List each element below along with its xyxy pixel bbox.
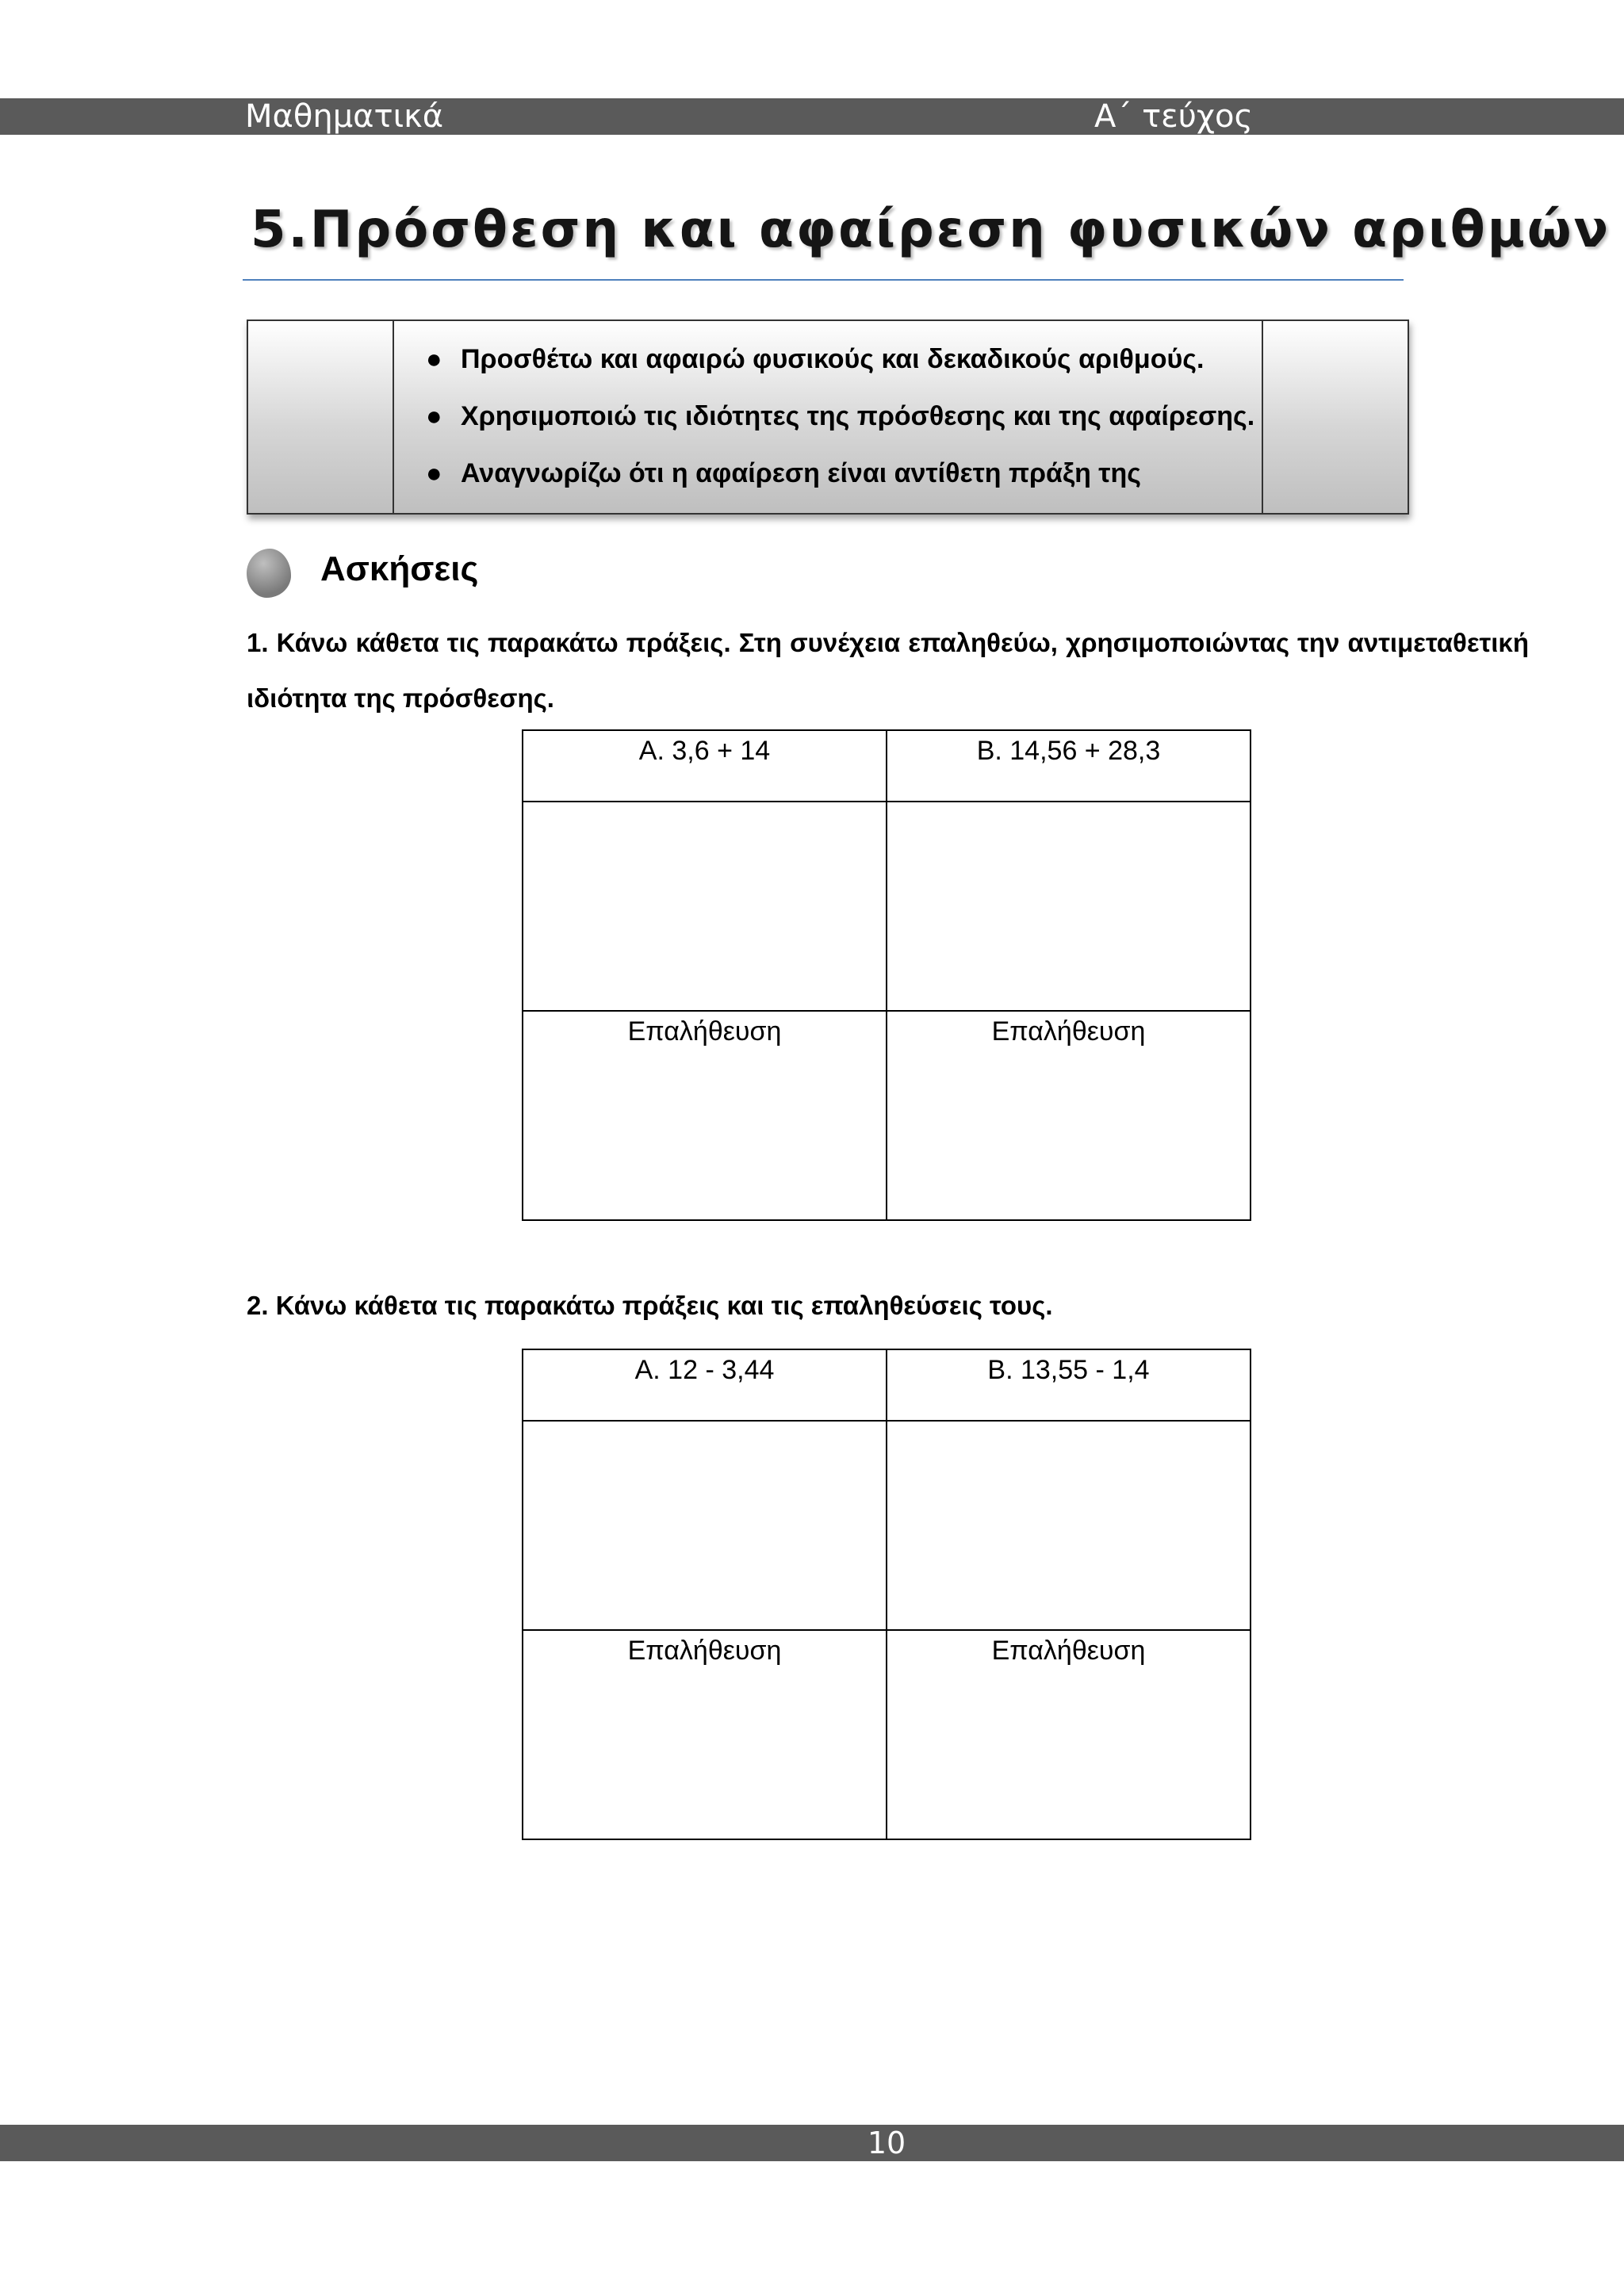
verification-cell: Επαλήθευση <box>523 1630 887 1839</box>
goals-right-cell <box>1262 321 1408 513</box>
verification-cell: Επαλήθευση <box>523 1011 887 1220</box>
chapter-title: 5.Πρόσθεση και αφαίρεση φυσικών αριθμών <box>251 201 1611 259</box>
exercise-1-table <box>522 729 1251 1221</box>
work-area <box>523 1421 887 1630</box>
verification-cell: Επαλήθευση <box>887 1011 1251 1220</box>
header-volume: Α΄ τεύχος <box>1094 98 1253 135</box>
goals-list <box>394 331 1254 502</box>
exercise-1-instructions: 1. Κάνω κάθετα τις παρακάτω πράξεις. Στη συνέχεια επαληθεύω, χρησιμοποιώντας την αντιμεταθετική ιδιότητα της πρόσθεσης. <box>247 628 1529 713</box>
work-area <box>887 1421 1251 1630</box>
header-subject: Μαθηματικά <box>245 98 444 135</box>
title-divider <box>243 279 1404 281</box>
exercise-blob-icon <box>247 549 291 598</box>
goal-item <box>394 445 1254 502</box>
work-area <box>523 802 887 1011</box>
exercise-2-col-a-header: Α. 12 - 3,44 <box>523 1349 887 1421</box>
goal-item <box>394 388 1254 445</box>
exercise-2-table <box>522 1349 1251 1840</box>
learning-goals-box <box>247 320 1409 515</box>
bullet-icon: ● <box>426 458 442 488</box>
goal-item <box>394 331 1254 388</box>
header-bar <box>0 98 1624 135</box>
goal-text: Αναγνωρίζω ότι η αφαίρεση είναι αντίθετη πράξη της <box>461 458 1141 488</box>
section-title: Ασκήσεις <box>320 549 479 588</box>
goal-text: Χρησιμοποιώ τις ιδιότητες της πρόσθεσης και της αφαίρεσης. <box>461 401 1255 431</box>
goal-text: Προσθέτω και αφαιρώ φυσικούς και δεκαδικούς αριθμούς. <box>461 344 1205 374</box>
exercise-2-col-b-header: Β. 13,55 - 1,4 <box>887 1349 1251 1421</box>
page-number: 10 <box>867 2126 906 2160</box>
exercise-1-col-a-header: Α. 3,6 + 14 <box>523 730 887 802</box>
work-area <box>887 802 1251 1011</box>
exercise-2-instructions: 2. Κάνω κάθετα τις παρακάτω πράξεις και τις επαληθεύσεις τους. <box>247 1291 1053 1320</box>
bullet-icon: ● <box>426 401 442 431</box>
bullet-icon: ● <box>426 344 442 374</box>
verification-cell: Επαλήθευση <box>887 1630 1251 1839</box>
footer-bar <box>0 2125 1624 2161</box>
goals-left-cell <box>248 321 394 513</box>
exercise-1-col-b-header: Β. 14,56 + 28,3 <box>887 730 1251 802</box>
